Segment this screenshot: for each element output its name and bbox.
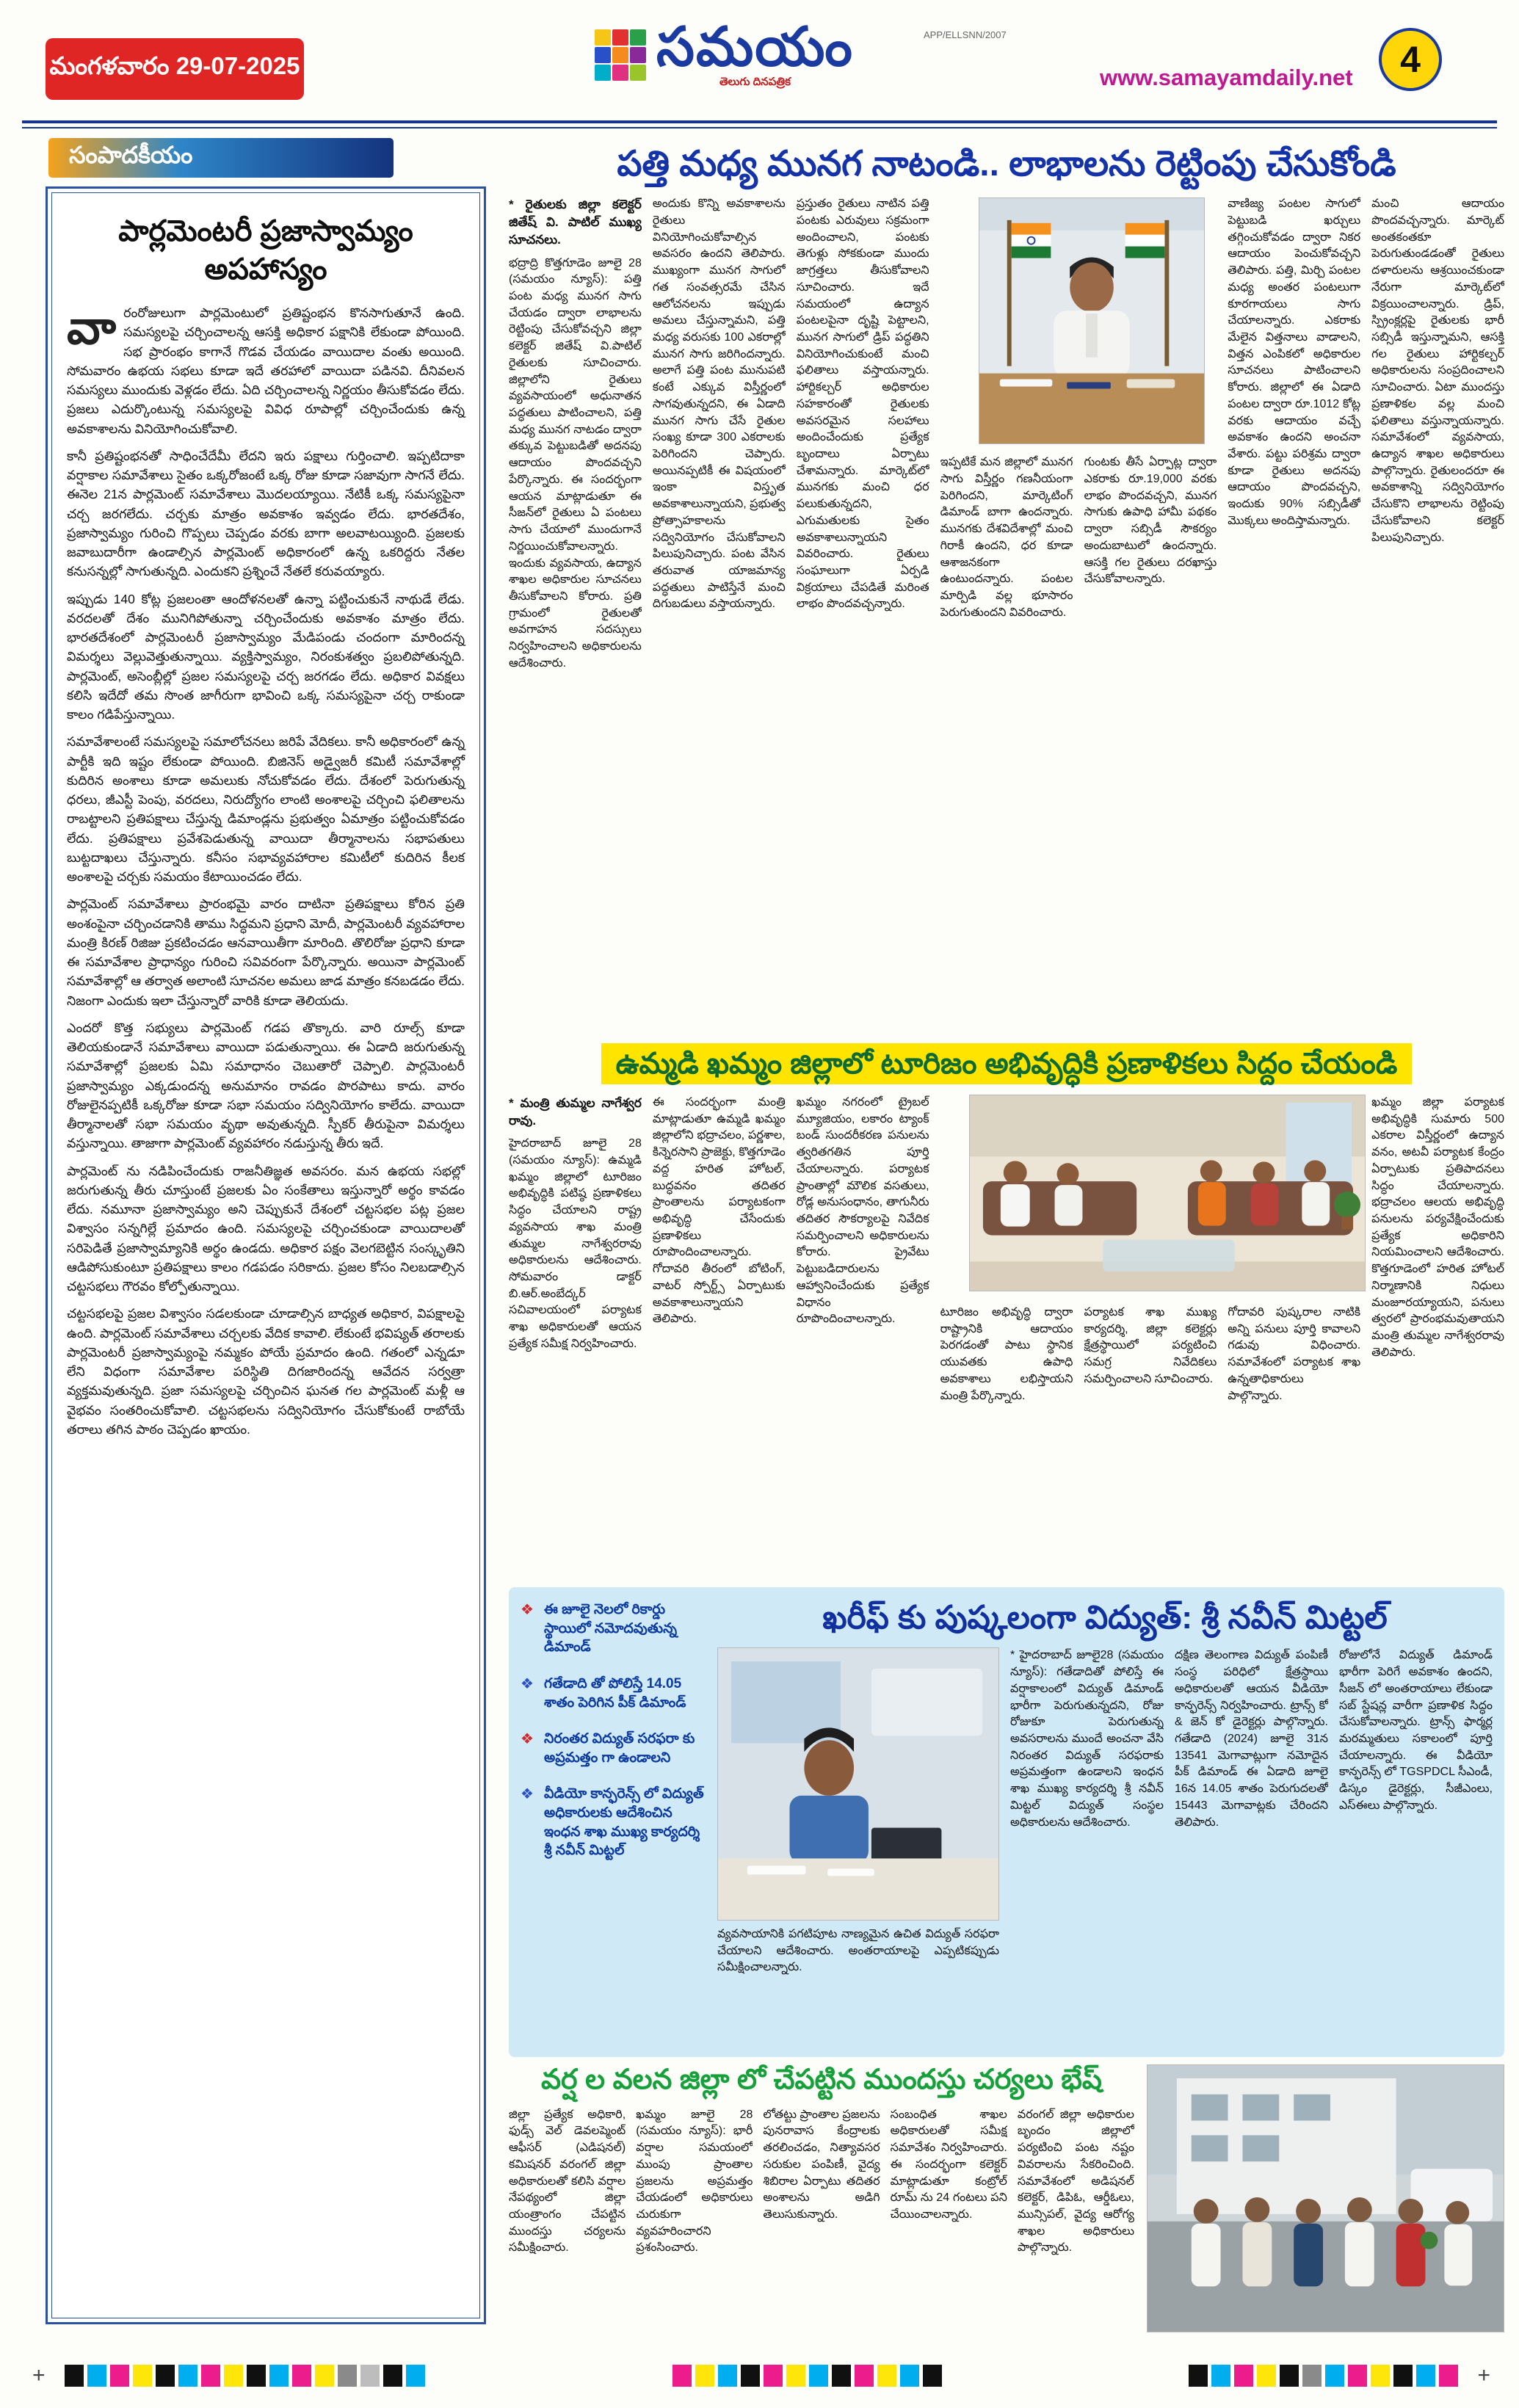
article1-column: వాణిజ్య పంటల సాగులో పెట్టుబడి ఖర్చులు తగ్గించుకోవడం ద్వారా నికర ఆదాయం పెంచుకోవచ్చని తెలిపారు. పత్తి, మిర్చి పంటల మధ్య అంతర పంటలుగా కూరగాయలు సాగు చేయాలన్నారు. ఎకరాకు మేలైన విత్తనాలు వాడాలని, విత్తన ఎంపికలో అధికారుల సూచనలు పాటించాలని కోరారు. జిల్లాలో ఈ ఏడాది పంటల ద్వారా రూ.1012 కోట్ల వరకు ఆదాయం వచ్చే అవకాశం ఉందని అంచనా వేశారు. పట్టు పరిశ్రమ ద్వారా కూడా రైతులు అదనపు ఆదాయం పొందవచ్చని, ఇందుకు 90% సబ్సిడీతో మొక్కలు అందిస్తామన్నారు. [1228, 197, 1361, 527]
header-divider [22, 120, 1497, 128]
printer-color-bars [32, 2362, 1490, 2389]
bullet-item: ❖ నిరంతర విద్యుత్ సరఫరా కు అప్రమత్తం గా ఉండాలని [521, 1731, 695, 1766]
article4-headline: వర్ష ల వలన జిల్లా లో చేపట్టిన ముందస్తు చర్యలు భేష్ [541, 2064, 1102, 2095]
diamond-icon: ❖ [521, 1602, 534, 1618]
article4-group-photo [1147, 2064, 1504, 2332]
editorial-section-label-text: సంపాదకీయం [69, 141, 193, 168]
registration-mark: + [1477, 2363, 1490, 2387]
editorial-paragraph: ఇప్పుడు 140 కోట్ల ప్రజలంతా ఆందోళనలతో ఉన్నా పట్టించుకునే నాథుడే లేడు. వరదలతో దేశం మునిగిపోతున్నా చర్చించేందుకు అవకాశం మాత్రం లేదు. భారతదేశంలో పార్లమెంటరీ ప్రజాస్వామ్యం మేడిపండు చందంగా మారిందన్న విమర్శలు వెల్లువెత్తుతున్నాయి. వ్యక్తిస్వామ్యం, నిరంకుశత్వం ప్రబలిపోతున్నది. పార్లమెంట్, అసెంబ్లీల్లో ప్రజల సమస్యలపై చర్చ జరగడం లేదు. అధికార వివక్షలు కలిసి ఇదేదో తమ సొంత జాగీరుగా భావించి ఒక్క సమస్యపైనా చర్చ రాకుండా కాలం గడిపేస్తున్నాయి. [67, 591, 465, 722]
editorial-box [46, 186, 486, 2324]
article1-column: గుంటకు తీసే ఏర్పాట్ల ద్వారా ఎకరాకు రూ.19,000 వరకు లాభం పొందవచ్చని, మునగ సాగుకు ఉపాధి హామీ పథకం ద్వారా సబ్సిడీ సౌకర్యం అందుబాటులో ఉందన్నారు. ఆసక్తి గల రైతులు దరఖాస్తు చేసుకోవాలన్నారు. [1084, 456, 1217, 586]
masthead [595, 16, 854, 91]
article4-column: లోతట్టు ప్రాంతాల ప్రజలను పునరావాస కేంద్రాలకు తరలించడం, నిత్యావసర సరుకుల పంపిణీ, వైద్య శిబిరాల ఏర్పాటు తదితర అంశాలను అడిగి తెలుసుకున్నారు. [763, 2108, 880, 2221]
article-tourism [509, 1043, 1504, 1577]
date-box: మంగళవారం 29-07-2025 [46, 38, 304, 100]
editorial-body: వారంరోజులుగా పార్లమెంటులో ప్రతిష్టంభన కొనసాగుతూనే ఉంది. సమస్యలపై చర్చించాలన్న ఆసక్తి అధికార పక్షానికి లేకుండా పోయింది. సభ ప్రారంభం కాగానే గొడవ చేయడం వాయిదాల వంతు అయింది. సోమవారం ఉభయ సభలు కూడా ఇదే తరహాలో వాయిదా పడినవి. దీనివలన సమస్యలు ముందుకు వెళ్లడం లేదు. ఏది చర్చించాలన్న నిర్ణయం తీసుకోవడం లేదు. ప్రజలు ఎదుర్కొంటున్న సమస్యలపై వివిధ రూపాల్లో చర్చించేందుకు ఉన్న అవకాశాలను వినియోగించుకోవాలి. కానీ ప్రతిష్టంభనతో సాధించేదేమీ లేదని ఇరు పక్షాలు గుర్తించాలి. ఇప్పటిదాకా వర్షాకాల సమావేశాలు సైతం ఒక్కరోజంటే ఒక్క రోజు కూడా సజావుగా సాగనే లేదు. ఈనెల 21న పార్లమెంట్ సమావేశాలు మొదలయ్యాయి. నేటికీ ఒక్క సమస్యపైనా చర్చ జరగలేదు. చర్చకు మాత్రం అవకాశం ఇవ్వడం లేదు. భారతదేశం, ప్రజాస్వామ్యం గురించి గొప్పలు చెప్పడం వరకు బాగా అలవాటయ్యింది. ప్రజలకు జవాబుదారీగా ఉండాల్సిన పార్లమెంట్ అధికారంలో ఉన్న ఒకరిద్దరు నేతల కనుసన్నల్లో సాగుతున్నది. ఎందుకని ప్రశ్నించే నేతలే కరువయ్యారు. ఇప్పుడు 140 కోట్ల ప్రజలంతా ఆందోళనలతో ఉన్నా పట్టించుకునే నాథుడే లేడు. వరదలతో దేశం మునిగిపోతున్నా చర్చించేందుకు అవకాశం మాత్రం లేదు. భారతదేశంలో పార్లమెంటరీ ప్రజాస్వామ్యం మేడిపండు చందంగా మారిందన్న విమర్శలు వెల్లువెత్తుతున్నాయి. వ్యక్తిస్వామ్యం, నిరంకుశత్వం ప్రబలిపోతున్నది. పార్లమెంట్, అసెంబ్లీల్లో ప్రజల సమస్యలపై చర్చ జరగడం లేదు. అధికార వివక్షలు కలిసి ఇదేదో తమ సొంత జాగీరుగా భావించి ఒక్క సమస్యపైనా చర్చ రాకుండా కాలం గడిపేస్తున్నాయి. సమావేశాలంటే సమస్యలపై సమాలోచనలు జరిపే వేదికలు. కానీ అధికారంలో ఉన్న పార్టీకి ఇది ఇష్టం లేకుండా పోయింది. బిజినెస్ అడ్వైజరీ కమిటీ సమావేశాల్లో కుదిరిన అంశాలు కూడా అమలుకు నోచుకోవడం లేదు. దేశంలో పెరుగుతున్న ధరలు, జీఎస్టీ పెంపు, వరదలు, నిరుద్యోగం లాంటి అంశాలపై చర్చించి ఫలితాలను రాబట్టాలని ప్రతిపక్షాలు చేస్తున్న డిమాండ్లను ప్రభుత్వం ఏమాత్రం పట్టించుకోవడం లేదు. ప్రతిపక్షాలు ప్రవేశపెడుతున్న వాయిదా తీర్మానాలను సభాపతులు బుట్టదాఖలు చేస్తున్నారు. కనీసం సభావ్యవహారాల కమిటీలో కుదిరిన కీలక అంశాలపై చర్చకు సమయం కేటాయించడం లేదు. పార్లమెంట్ సమావేశాలు ప్రారంభమై వారం దాటినా ప్రతిపక్షాలు కోరిన ప్రతి అంశంపైనా చర్చించడానికి తాము సిద్ధమని ప్రధాని మోదీ, పార్లమెంటరీ వ్యవహారాల మంత్రి కిరణ్ రిజిజు ప్రకటించడం ఆనవాయితీగా మారింది. తొలిరోజు ప్రధాని కూడా ఈ సమావేశాల ప్రాధాన్యం గురించి సవివరంగా పేర్కొన్నారు. అయినా పార్లమెంట్ సమావేశాల్లో ఆ తర్వాత అలాంటి సూచనల అమలు జాడ మాత్రం కనబడడం లేదు. నిజంగా ఎందుకు ఇలా చేస్తున్నారో వారికి కూడా తెలియదు. ఎందరో కొత్త సభ్యులు పార్లమెంట్ గడప తొక్కారు. వారి రూల్స్ కూడా తెలియకుండానే సమావేశాలు వాయిదా పడుతున్నాయి. ఈ ఏడాది జరుగుతున్న సమావేశాల్లో ప్రజలకు ఏమి సమాధానం చెబుతారో చెప్పాలి. పార్లమెంటరీ ప్రజాస్వామ్యం ఎక్కడుందన్న అనుమానం రావడం పొరపాటు కాదు. వారం రోజులైనప్పటికీ ఒక్కరోజు కూడా సభా సమయం సద్వినియోగం కాలేదు. వాయిదా తీర్మానాలతో సభా సమయం వృథా అవుతున్నది. స్పీకర్ తీరుపైనా విమర్శలు వస్తున్నాయి. తాజాగా పార్లమెంట్ వ్యవహారం నడుస్తున్న తీరు ఇదే. పార్లమెంట్ ను నడిపించేందుకు రాజనీతిజ్ఞత అవసరం. మన ఉభయ సభల్లో జరుగుతున్న తీరు చూస్తుంటే ప్రజలకు ఏం సంకేతాలు ఇస్తున్నారో అర్థం కావడం లేదు. నమూనా ప్రజాస్వామ్యం అని చెప్పుకునే దేశంలో చట్టసభల పట్ల ప్రజల విశ్వాసం సన్నగిల్లే ప్రమాదం ఉంది. సమస్యలపై చర్చించకుండా వాయిదాలతో సరిపెడితే ప్రజాస్వామ్యానికి అర్థం ఉండదు. అధికార పక్షం వెలగబెట్టిన సంస్కృతిని ఆడిపోసుకుంటూ ప్రతిపక్షాలు కాలం గడపడం సరికాదు. ప్రజల కోసం నిలబడాల్సిన చట్టసభలు గౌరవం కోల్పోతున్నాయి. చట్టసభలపై ప్రజల విశ్వాసం సడలకుండా చూడాల్సిన బాధ్యత అధికార, విపక్షాలపై ఉంది. పార్లమెంట్ సమావేశాలు చర్చలకు వేదిక కావాలి. లేకుంటే భవిష్యత్ తరాలకు పార్లమెంటరీ ప్రజాస్వామ్యంపై నమ్మకం పోయే ప్రమాదం ఉంది. గతంలో ఎన్నడూ లేని విధంగా సమావేశాల పరిస్థితి దిగజారిందన్న ఆవేదన సర్వత్రా వ్యక్తమవుతున్నది. ప్రజా సమస్యలపై చర్చించిన ఘనత గల పార్లమెంట్ మళ్లీ ఆ వైభవం సంతరించుకోవాలి. చట్టసభలను సద్వినియోగం చేసుకోకుంటే రాబోయే తరాలు తగిన పాఠం చెప్పడం ఖాయం. [67, 303, 465, 1439]
editorial-paragraph: పార్లమెంట్ ను నడిపించేందుకు రాజనీతిజ్ఞత అవసరం. మన ఉభయ సభల్లో జరుగుతున్న తీరు చూస్తుంటే ప్రజలకు ఏం సంకేతాలు ఇస్తున్నారో అర్థం కావడం లేదు. నమూనా ప్రజాస్వామ్యం అని చెప్పుకునే దేశంలో చట్టసభల పట్ల ప్రజల విశ్వాసం సన్నగిల్లే ప్రమాదం ఉంది. సమస్యలపై చర్చించకుండా వాయిదాలతో సరిపెడితే ప్రజాస్వామ్యానికి అర్థం ఉండదు. అధికార పక్షం వెలగబెట్టిన సంస్కృతిని ఆడిపోసుకుంటూ ప్రతిపక్షాలు కాలం గడపడం సరికాదు. ప్రజల కోసం నిలబడాల్సిన చట్టసభలు గౌరవం కోల్పోతున్నాయి. [67, 1163, 465, 1294]
article1-collector-photo [979, 197, 1205, 444]
editorial-dropcap: వా [67, 301, 117, 354]
diamond-icon: ❖ [521, 1675, 534, 1692]
article4-body [509, 2107, 1134, 2324]
bullet-item: ❖ వీడియో కాన్ఫరెన్స్ లో విద్యుత్ అధికారులకు ఆదేశించిన ఇంధన శాఖ ముఖ్య కార్యదర్శి శ్రీ నవీన్ మిట్టల్ [521, 1786, 704, 1859]
page-header [0, 0, 1519, 132]
article1-column: అందుకు కొన్ని అవకాశాలను రైతులు వినియోగించుకోవాల్సిన అవసరం ఉందని తెలిపారు. ముఖ్యంగా మునగ సాగులో గత సంవత్సరమే చేసిన ఆలోచనలను ఇప్పుడు అమలు చేస్తున్నామని, పత్తి మధ్య వరుసకు 100 ఎకరాల్లో మునగ సాగు జరిగిందన్నారు. అలాగే పత్తి పంట మునుపటి కంటే ఎక్కువ విస్తీర్ణంలో సాగవుతున్నదని, ఈ ఏడాది మునగ సాగు చేసే రైతుల సంఖ్య కూడా 300 ఎకరాలకు పెరిగిందని చెప్పారు. అయినప్పటికీ ఈ విషయంలో ఇంకా విస్తృత అవకాశాలున్నాయని, ప్రభుత్వ ప్రోత్సాహకాలను సద్వినియోగం చేసుకోవాలని పిలుపునిచ్చారు. పంట వేసిన తరువాత యాజమాన్య పద్ధతులు పాటిస్తేనే మంచి దిగుబడులు వస్తాయన్నారు. [652, 197, 786, 611]
article4-column: ఖమ్మం జూలై 28 (సమయం న్యూస్): భారీ వర్షాల సమయంలో ముంపు ప్రాంతాల ప్రజలను అప్రమత్తం చేయడంలో అధికారులు చురుకుగా వ్యవహరించారని ప్రశంసించారు. [636, 2108, 753, 2255]
article4-column: సంబంధిత శాఖల అధికారులతో సమీక్ష సమావేశం నిర్వహించారు. ఈ సందర్భంగా కలెక్టర్ మాట్లాడుతూ కంట్రోల్ రూమ్ ను 24 గంటలు పని చేయించాలన్నారు. [890, 2108, 1007, 2221]
article1-column: ప్రస్తుతం రైతులు నాటిన పత్తి పంటకు ఎరువులు సక్రమంగా అందించాలని, పంటకు తెగుళ్లు సోకకుండా ముందు జాగ్రత్తలు తీసుకోవాలని సూచించారు. ఇదే సమయంలో ఉద్యాన పంటలపైనా దృష్టి పెట్టాలని, మునగ సాగులో డ్రిప్ పద్ధతిని వినియోగించుకుంటే మంచి ఫలితాలు వస్తాయన్నారు. హార్టికల్చర్ అధికారుల సహకారంతో రైతులకు అవసరమైన సలహాలు అందించేందుకు ప్రత్యేక బృందాలు ఏర్పాటు చేశామన్నారు. మార్కెట్‌లో మునగకు మంచి ధర పలుకుతున్నదని, ఎగుమతులకు సైతం అవకాశాలున్నాయని వివరించారు. రైతులు సంఘాలుగా ఏర్పడి విక్రయాలు చేపడితే మరింత లాభం పొందవచ్చన్నారు. [796, 197, 929, 611]
article2-column: ఖమ్మం నగరంలో ట్రైబల్ మ్యూజియం, లకారం ట్యాంక్ బండ్ సుందరీకరణ పనులను త్వరితగతిన పూర్తి చేయాలన్నారు. పర్యాటక ప్రాంతాల్లో మౌలిక వసతులు, రోడ్ల అనుసంధానం, తాగునీరు తదితర సౌకర్యాలపై నివేదిక సమర్పించాలని అధికారులను కోరారు. ప్రైవేటు పెట్టుబడిదారులను ఆహ్వానించేందుకు ప్రత్యేక విధానం రూపొందించాలన్నారు. [796, 1096, 929, 1326]
editorial-paragraph: సమావేశాలంటే సమస్యలపై సమాలోచనలు జరిపే వేదికలు. కానీ అధికారంలో ఉన్న పార్టీకి ఇది ఇష్టం లేకుండా పోయింది. బిజినెస్ అడ్వైజరీ కమిటీ సమావేశాల్లో కుదిరిన అంశాలు కూడా అమలుకు నోచుకోవడం లేదు. దేశంలో పెరుగుతున్న ధరలు, జీఎస్టీ పెంపు, వరదలు, నిరుద్యోగం లాంటి అంశాలపై చర్చించి ఫలితాలను రాబట్టాలని ప్రతిపక్షాలు చేస్తున్న డిమాండ్లను ప్రభుత్వం ఏమాత్రం పట్టించుకోవడం లేదు. ప్రతిపక్షాలు ప్రవేశపెడుతున్న వాయిదా తీర్మానాలను సభాపతులు బుట్టదాఖలు చేస్తున్నారు. కనీసం సభావ్యవహారాల కమిటీలో కుదిరిన కీలక అంశాలపై చర్చకు సమయం కేటాయించడం లేదు. [67, 734, 465, 884]
article-electricity [509, 1587, 1504, 2057]
color-bar-groups [46, 2365, 1478, 2387]
article4-column: వరంగల్ జిల్లా అధికారుల బృందం జిల్లాలో పర్యటించి పంట నష్టం వివరాలను సేకరించింది. సమావేశంలో అడిషనల్ కలెక్టర్, డిపిఓ, ఆర్డీఓలు, మున్సిపల్, వైద్య ఆరోగ్య శాఖల అధికారులు పాల్గొన్నారు. [1017, 2108, 1134, 2255]
article3-official-photo [717, 1647, 999, 1921]
masthead-tagline: తెలుగు దినపత్రిక [719, 76, 791, 89]
article2-byline: * మంత్రి తుమ్మల నాగేశ్వర రావు. [509, 1096, 642, 1128]
article3-column: రోజులోనే విద్యుత్ డిమాండ్ భారీగా పెరిగే అవకాశం ఉందని, సీజన్ లో అంతరాయాలు లేకుండా సబ్ స్టేషన్ల వారీగా ప్రణాళిక సిద్ధం చేసుకోవాలన్నారు. ట్రాన్స్ ఫార్మర్ల మరమ్మతులు సకాలంలో పూర్తి చేయాలన్నారు. ఈ వీడియో కాన్ఫరెన్స్ లో TGSPDCL సీఎండీ, డిస్కం డైరెక్టర్లు, సీజీఎంలు, ఎస్ఈలు పాల్గొన్నారు. [1339, 1649, 1493, 1812]
article1-column: * రైతులకు జిల్లా కలెక్టర్ జితేష్ వి. పాటిల్ ముఖ్య సూచనలు. భద్రాద్రి కొత్తగూడెం జూలై 28 (సమయం న్యూస్): పత్తి పంట మధ్య మునగ సాగు చేయడం ద్వారా లాభాలను రెట్టింపు చేసుకోవచ్చని జిల్లా కలెక్టర్ జితేష్ వి.పాటిల్ రైతులకు సూచించారు. జిల్లాలోని రైతులు వ్యవసాయంలో అధునాతన పద్ధతులు పాటించాలని, పత్తి మధ్య మునగ నాటడం ద్వారా తక్కువ పెట్టుబడితో అదనపు ఆదాయం పొందవచ్చని పేర్కొన్నారు. ఈ సందర్భంగా ఆయన మాట్లాడుతూ ఈ సీజన్‌లో రైతులు ఏ పంటలు సాగు చేయాలో ముందుగానే నిర్ణయించుకోవాలన్నారు. ఇందుకు వ్యవసాయ, ఉద్యాన శాఖల అధికారుల సూచనలు తీసుకోవాలని కోరారు. ప్రతి గ్రామంలో రైతులతో అవగాహన సదస్సులు నిర్వహించాలని అధికారులను ఆదేశించారు. [509, 197, 642, 670]
diamond-icon: ❖ [521, 1731, 534, 1748]
article3-column: దక్షిణ తెలంగాణ విద్యుత్ పంపిణీ సంస్థ పరిధిలో క్షేత్రస్థాయి అధికారులతో ఆయన వీడియో కాన్ఫరెన్స్ నిర్వహించారు. ట్రాన్స్ కో & జెన్ కో డైరెక్టర్లు పాల్గొన్నారు. గతేడాది (2024) జూలై 31న 13541 మెగావాట్లుగా నమోదైన పీక్ డిమాండ్ ఈ ఏడాది జూలై 16న 14.05 శాతం పెరుగుదలతో 15443 మెగావాట్లకు చేరిందని తెలిపారు. [1175, 1649, 1328, 1829]
article2-body [509, 1095, 1504, 1568]
masthead-title: సమయం [656, 16, 854, 77]
bullet-item: ❖ గతేడాది తో పోలిస్తే 14.05 శాతం పెరిగిన పీక్ డిమాండ్ [521, 1675, 686, 1711]
article2-meeting-photo [969, 1095, 1366, 1291]
editorial-paragraph: చట్టసభలపై ప్రజల విశ్వాసం సడలకుండా చూడాల్సిన బాధ్యత అధికార, విపక్షాలపై ఉంది. పార్లమెంట్ సమావేశాలు చర్చలకు వేదిక కావాలి. లేకుంటే భవిష్యత్ తరాలకు పార్లమెంటరీ ప్రజాస్వామ్యంపై నమ్మకం పోయే ప్రమాదం ఉంది. గతంలో ఎన్నడూ లేని విధంగా సమావేశాల పరిస్థితి దిగజారిందన్న ఆవేదన సర్వత్రా వ్యక్తమవుతున్నది. ప్రజా సమస్యలపై చర్చించిన ఘనత గల పార్లమెంట్ మళ్లీ ఆ వైభవం సంతరించుకోవాలి. చట్టసభలను సద్వినియోగం చేసుకోకుంటే రాబోయే తరాలు తగిన పాఠం చెప్పడం ఖాయం. [67, 1306, 465, 1437]
article-cotton-drumstick [509, 144, 1504, 1036]
editorial-paragraph: కానీ ప్రతిష్టంభనతో సాధించేదేమీ లేదని ఇరు పక్షాలు గుర్తించాలి. ఇప్పటిదాకా వర్షాకాల సమావేశాలు సైతం ఒక్కరోజంటే ఒక్క రోజు కూడా సజావుగా సాగనే లేదు. ఈనెల 21న పార్లమెంట్ సమావేశాలు మొదలయ్యాయి. నేటికీ ఒక్క సమస్యపైనా చర్చ జరగలేదు. చర్చకు మాత్రం అవకాశం ఇవ్వడం లేదు. భారతదేశం, ప్రజాస్వామ్యం గురించి గొప్పలు చెప్పడం వరకు బాగా అలవాటయ్యింది. ప్రజలకు జవాబుదారీగా ఉండాల్సిన పార్లమెంట్ అధికారంలో ఉన్న ఒకరిద్దరు నేతల కనుసన్నల్లో సాగుతున్నది. ఎందుకని ప్రశ్నించే నేతలే కరువయ్యారు. [67, 448, 465, 579]
article1-byline: * రైతులకు జిల్లా కలెక్టర్ జితేష్ వి. పాటిల్ ముఖ్య సూచనలు. [509, 197, 642, 247]
website-url: www.samayamdaily.net [1100, 65, 1353, 90]
article2-headline: ఉమ్మడి ఖమ్మం జిల్లాలో టూరిజం అభివృద్ధికి ప్రణాళికలు సిద్దం చేయండి [601, 1043, 1413, 1084]
article2-column: * మంత్రి తుమ్మల నాగేశ్వర రావు. హైదరాబాద్ జూలై 28 (సమయం న్యూస్): ఉమ్మడి ఖమ్మం జిల్లాలో టూరిజం అభివృద్ధికి పటిష్ఠ ప్రణాళికలు సిద్ధం చేయాలని రాష్ట్ర వ్యవసాయ శాఖ మంత్రి తుమ్మల నాగేశ్వరరావు అధికారులను ఆదేశించారు. సోమవారం డాక్టర్ బి.ఆర్.అంబేద్కర్ సచివాలయంలో పర్యాటక శాఖ అధికారులతో ఆయన ప్రత్యేక సమీక్ష నిర్వహించారు. [509, 1096, 642, 1350]
diamond-icon: ❖ [521, 1786, 534, 1803]
article1-headline: పత్తి మధ్య మునగ నాటండి.. లాభాలను రెట్టింపు చేసుకోండి [617, 145, 1396, 184]
article2-column: ఈ సందర్భంగా మంత్రి మాట్లాడుతూ ఉమ్మడి ఖమ్మం జిల్లాలోని భద్రాచలం, పర్ణశాల, కిన్నెరసాని ప్రాజెక్టు, కొత్తగూడెం వద్ద హరిత హోటల్, బుద్ధవనం తదితర ప్రాంతాలను పర్యాటకంగా అభివృద్ధి చేసేందుకు ప్రణాళికలు రూపొందించాలన్నారు. గోదావరి తీరంలో బోటింగ్, వాటర్ స్పోర్ట్స్ ఏర్పాటుకు అవకాశాలున్నాయని తెలిపారు. [652, 1096, 786, 1326]
article2-column: ఖమ్మం జిల్లా పర్యాటక అభివృద్ధికి సుమారు 500 ఎకరాల విస్తీర్ణంలో ఉద్యాన వనం, అటవీ పర్యాటక కేంద్రం ఏర్పాటుకు ప్రతిపాదనలు సిద్ధం చేయాలన్నారు. భద్రాచలం ఆలయ అభివృద్ధి పనులను పర్యవేక్షించేందుకు ప్రత్యేక అధికారిని నియమించాలని ఆదేశించారు. కొత్తగూడెంలో హరిత హోటల్ నిర్మాణానికి నిధులు మంజూరయ్యాయని, పనులు త్వరలో ప్రారంభమవుతాయని మంత్రి తుమ్మల నాగేశ్వరరావు తెలిపారు. [1371, 1096, 1504, 1359]
masthead-logo-mark [595, 29, 646, 81]
article4-column: జిల్లా ప్రత్యేక అధికారి, ఫుడ్స్ వెల్ డెవలప్మెంట్ ఆఫీసర్ (ఎడిషనల్) కమిషనర్ వరంగల్ జిల్లా అధికారులతో కలిసి వర్షాల నేపథ్యంలో జిల్లా యంత్రాంగం చేపట్టిన ముందస్తు చర్యలను సమీక్షించారు. [509, 2108, 626, 2255]
page-number-badge: 4 [1379, 28, 1442, 91]
article3-body [717, 1647, 1493, 2029]
registration-number: APP/ELLSNN/2007 [924, 29, 1007, 40]
article2-column: టూరిజం అభివృద్ధి ద్వారా రాష్ట్రానికి ఆదాయం పెరగడంతో పాటు స్థానిక యువతకు ఉపాధి అవకాశాలు లభిస్తాయని మంత్రి పేర్కొన్నారు. [940, 1306, 1073, 1402]
article2-column: పర్యాటక శాఖ ముఖ్య కార్యదర్శి, జిల్లా కలెక్టర్లు క్షేత్రస్థాయిలో పర్యటించి సమగ్ర నివేదికలు సమర్పించాలని సూచించారు. [1084, 1306, 1217, 1385]
article3-photo-text: వ్యవసాయానికి పగటిపూట నాణ్యమైన ఉచిత విద్యుత్ సరఫరా చేయాలని ఆదేశించారు. అంతరాయాలపై ఎప్పటికప్పుడు సమీక్షించాలన్నారు. [717, 1928, 999, 1974]
article3-headline: ఖరీఫ్ కు పుష్కలంగా విద్యుత్: శ్రీ నవీన్ మిట్టల్ [822, 1600, 1388, 1636]
editorial-paragraph: పార్లమెంట్ సమావేశాలు ప్రారంభమై వారం దాటినా ప్రతిపక్షాలు కోరిన ప్రతి అంశంపైనా చర్చించడానికి తాము సిద్ధమని ప్రధాని మోదీ, పార్లమెంటరీ వ్యవహారాల మంత్రి కిరణ్ రిజిజు ప్రకటించడం ఆనవాయితీగా మారింది. తొలిరోజు ప్రధాని కూడా ఈ సమావేశాల ప్రాధాన్యం గురించి సవివరంగా పేర్కొన్నారు. అయినా పార్లమెంట్ సమావేశాల్లో ఆ తర్వాత అలాంటి సూచనల అమలు జాడ మాత్రం కనబడడం లేదు. నిజంగా ఎందుకు ఇలా చేస్తున్నారో వారికి కూడా తెలియదు. [67, 896, 465, 1008]
article-rain-measures [509, 2064, 1504, 2338]
article3-bullet-list [521, 1600, 704, 2044]
registration-mark: + [32, 2363, 46, 2387]
editorial-section-label [48, 138, 394, 178]
editorial-paragraph: ఎందరో కొత్త సభ్యులు పార్లమెంట్ గడప తొక్కారు. వారి రూల్స్ కూడా తెలియకుండానే సమావేశాలు వాయిదా పడుతున్నాయి. ఈ ఏడాది జరుగుతున్న సమావేశాల్లో ప్రజలకు ఏమి సమాధానం చెబుతారో చెప్పాలి. పార్లమెంటరీ ప్రజాస్వామ్యం ఎక్కడుందన్న అనుమానం రావడం పొరపాటు కాదు. వారం రోజులైనప్పటికీ ఒక్కరోజు కూడా సభా సమయం సద్వినియోగం కాలేదు. వాయిదా తీర్మానాలతో సభా సమయం వృథా అవుతున్నది. స్పీకర్ తీరుపైనా విమర్శలు వస్తున్నాయి. తాజాగా పార్లమెంట్ వ్యవహారం నడుస్తున్న తీరు ఇదే. [67, 1020, 465, 1151]
article1-column: ఇప్పటికే మన జిల్లాలో మునగ సాగు విస్తీర్ణం గణనీయంగా పెరిగిందని, మార్కెటింగ్ డిమాండ్ బాగా ఉందన్నారు. మునగకు దేశవిదేశాల్లో మంచి గిరాకీ ఉందని, ధర కూడా ఆశాజనకంగా ఉంటుందన్నారు. పంటల మార్పిడి వల్ల భూసారం పెరుగుతుందని వివరించారు. [940, 456, 1073, 619]
article2-column: గోదావరి పుష్కరాల నాటికి అన్ని పనులు పూర్తి కావాలని గడువు విధించారు. సమావేశంలో పర్యాటక శాఖ ఉన్నతాధికారులు పాల్గొన్నారు. [1228, 1306, 1361, 1402]
bullet-item: ❖ ఈ జూలై నెలలో రికార్డు స్థాయిలో నమోదవుతున్న డిమాండ్ [521, 1602, 678, 1656]
editorial-headline: పార్లమెంటరీ ప్రజాస్వామ్యం అపహాస్యం [118, 215, 413, 286]
article1-column: మంచి ఆదాయం పొందవచ్చన్నారు. మార్కెట్ అంతకంతకూ పెరుగుతుండడంతో రైతులు దళారులను ఆశ్రయించకుండా నేరుగా మార్కెట్‌లో విక్రయించాలన్నారు. డ్రిప్, స్ప్రింక్లర్లపై రైతులకు భారీ సబ్సిడీ ఇస్తున్నామని, ఆసక్తి గల రైతులు హార్టికల్చర్ అధికారులను సంప్రదించాలని సూచించారు. ఏటా ముందస్తు ప్రణాళికల వల్ల మంచి ఫలితాలు వస్తున్నాయన్నారు. సమావేశంలో వ్యవసాయ, ఉద్యాన శాఖల అధికారులు పాల్గొన్నారు. రైతులందరూ ఈ అవకాశాన్ని సద్వినియోగం చేసుకొని లాభాలను రెట్టింపు చేసుకోవాలని కలెక్టర్ పిలుపునిచ్చారు. [1371, 197, 1504, 544]
article1-body [509, 196, 1504, 1033]
article3-column: * హైదరాబాద్ జూలై28 (సమయం న్యూస్): గతేడాదితో పోలిస్తే ఈ వర్షాకాలంలో విద్యుత్ డిమాండ్ భారీగా పెరుగుతున్నదని, రోజు రోజుకూ పెరుగుతున్న అవసరాలను ముందే అంచనా వేసి నిరంతర విద్యుత్ సరఫరాకు అప్రమత్తంగా ఉండాలని ఇంధన శాఖ ముఖ్య కార్యదర్శి శ్రీ నవీన్ మిట్టల్ విద్యుత్ సంస్థల అధికారులను ఆదేశించారు. [1010, 1649, 1164, 1829]
